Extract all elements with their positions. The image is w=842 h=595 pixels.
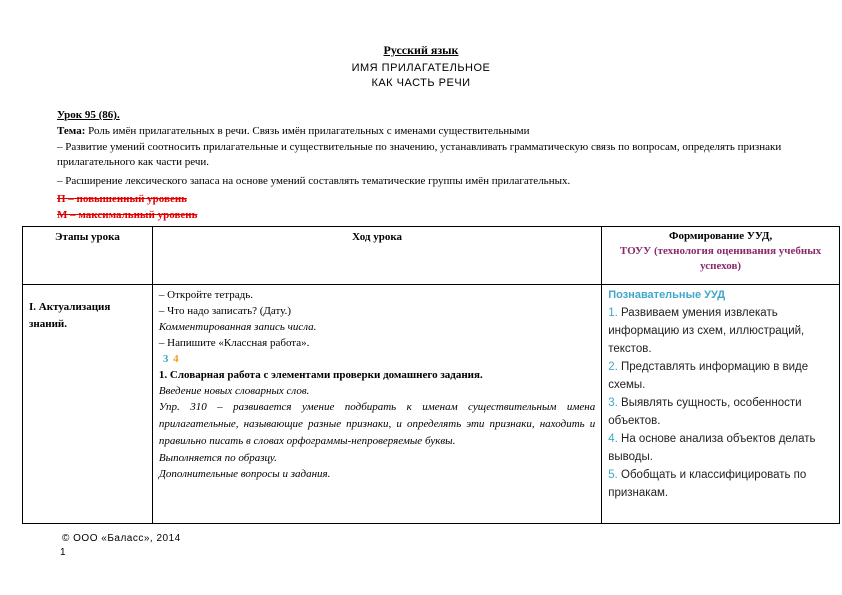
list-item: 2. Представлять информацию в виде схемы. (608, 361, 809, 391)
uud-header-line1: Формирование УУД, (669, 230, 773, 242)
uud-cell (602, 285, 840, 524)
col-header-course: Ход урока (152, 227, 601, 285)
course-intro: Введение новых словарных слов. (158, 385, 310, 397)
list-item: 5. Обобщать и классифицировать по признакам. (608, 469, 807, 499)
course-cell (152, 285, 601, 524)
level-p: П – повышенный уровень (57, 193, 187, 205)
lesson-goal-2: – Расширение лексического запаса на основе умений составлять тематические группы имён прилагательных. (57, 175, 571, 187)
table-row (23, 285, 840, 524)
stage-cell (23, 285, 153, 524)
list-item: 1. Развиваем умения извлекать информацию из схем, иллюстраций, текстов. (608, 307, 805, 355)
level-m: М – максимальный уровень (57, 209, 198, 221)
doc-title-line1: ИМЯ ПРИЛАГАТЕЛЬНОЕ (351, 62, 491, 74)
list-item: 4. На основе анализа объектов делать выводы. (608, 433, 816, 463)
course-exercise: Упр. 310 – развивается умение подбирать к именам существительным имена прилагательные, называющие разные признаки, и определять эти признаки, находить и правильно писать в словах орфограммы-непроверяемые буквы. (158, 401, 596, 447)
subject-title: Русский язык (383, 43, 459, 57)
course-sample: Выполняется по образцу. (158, 452, 277, 464)
col-header-stages: Этапы урока (23, 227, 153, 285)
course-line-2: – Что надо записать? (Дату.) (158, 305, 291, 317)
theme-label: Тема: (57, 125, 86, 137)
theme-text: Роль имён прилагательных в речи. Связь имён прилагательных с именами существительными (85, 125, 530, 137)
course-line-3: Комментированная запись числа. (158, 321, 317, 333)
col-header-uud (602, 227, 840, 285)
lesson-goal-1: – Развитие умений соотносить прилагательные и существительные по значению, устанавливать грамматическую связь по вопросам, определять признаки прилагательного как части речи. (57, 141, 782, 168)
course-extra: Дополнительные вопросы и задания. (158, 468, 331, 480)
course-line-1: – Откройте тетрадь. (158, 289, 253, 301)
level-digits (159, 351, 595, 367)
stage-text: I. Актуализация знаний. (29, 301, 111, 330)
copyright: © ООО «Баласс», 2014 (62, 533, 181, 544)
lesson-table (22, 226, 840, 524)
lesson-number-text: Урок 95 (86). (57, 109, 120, 121)
doc-title-line2: КАК ЧАСТЬ РЕЧИ (371, 77, 471, 89)
uud-list (608, 304, 833, 502)
digit-4: 4 (173, 353, 179, 365)
lesson-theme (57, 124, 797, 139)
digit-3: 3 (162, 353, 169, 365)
course-line-4: – Напишите «Классная работа». (158, 337, 310, 349)
list-item: 3. Выявлять сущность, особенности объектов. (608, 397, 802, 427)
uud-header-line2: ТОУУ (технология оценивания учебных успехов) (619, 245, 822, 272)
lesson-number (57, 108, 120, 123)
uud-title: Познавательные УУД (608, 289, 726, 301)
page-number: 1 (60, 547, 66, 558)
course-task: 1. Словарная работа с элементами проверки домашнего задания. (158, 369, 483, 381)
table-header-row (23, 227, 840, 285)
